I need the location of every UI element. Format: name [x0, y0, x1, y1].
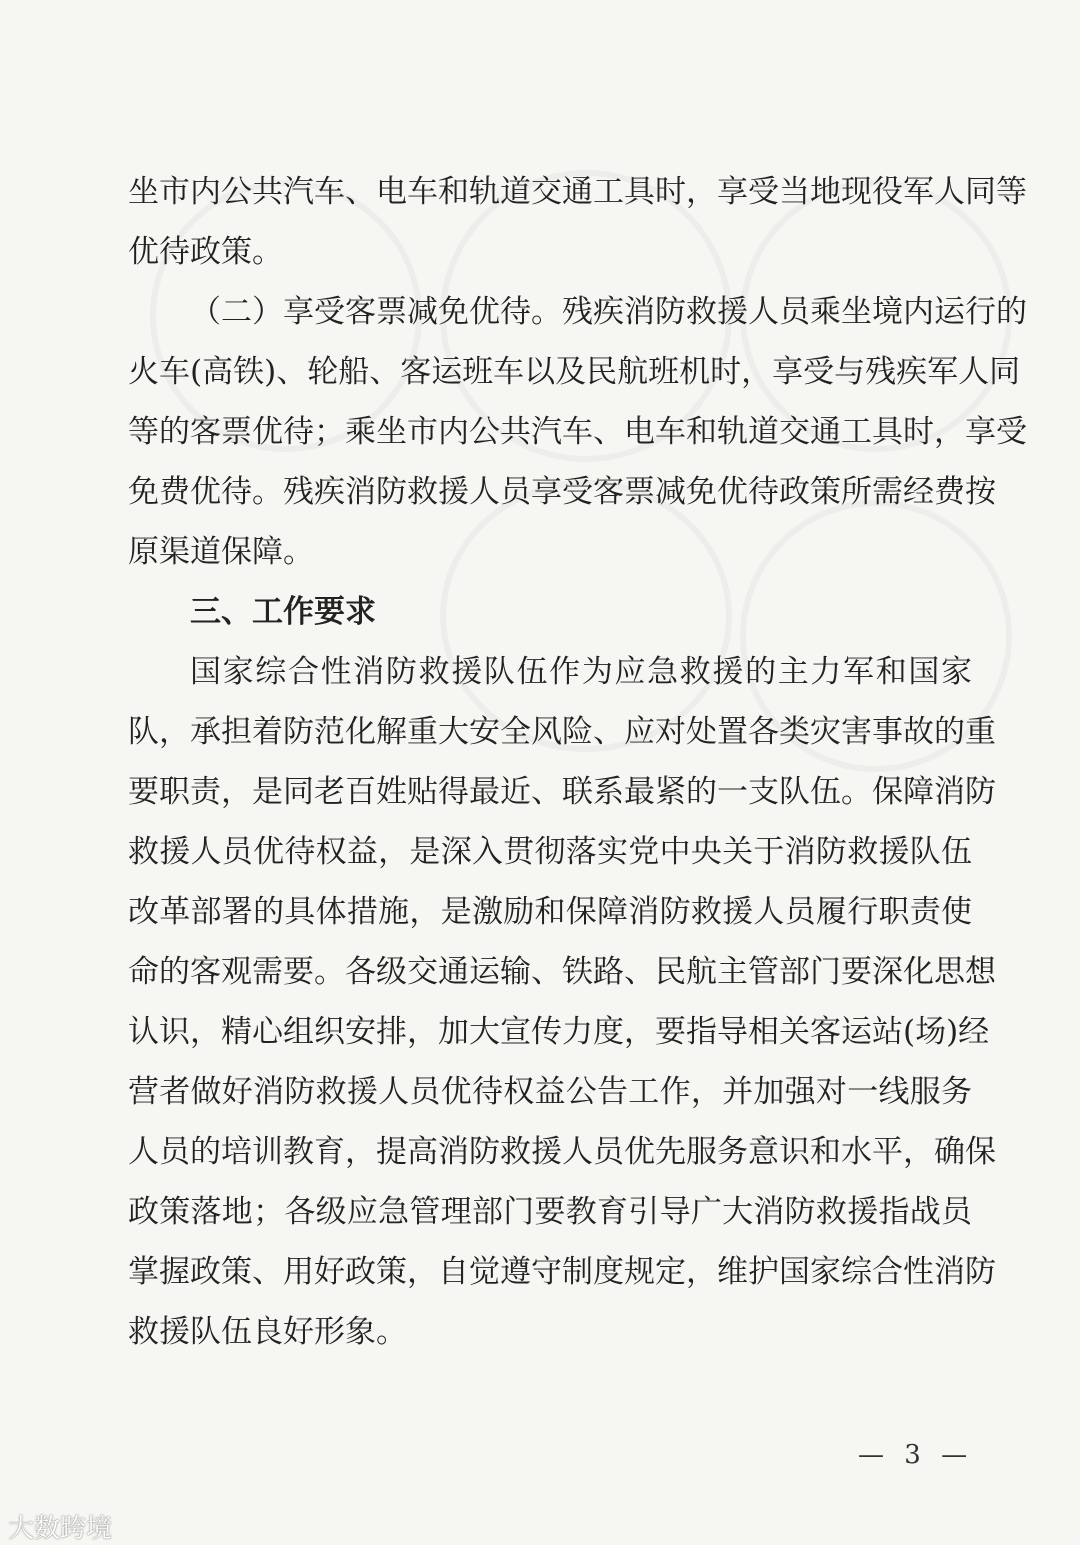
document-body [128, 162, 1027, 1362]
text-line: 要职责，是同老百姓贴得最近、联系最紧的一支队伍。保障消防 [128, 774, 996, 810]
text-line: 营者做好消防救援人员优待权益公告工作，并加强对一线服务 [128, 1074, 972, 1110]
text-line: 国家综合性消防救援队伍作为应急救援的主力军和国家 [190, 654, 972, 690]
text-line: 救援队伍良好形象。 [128, 1314, 407, 1350]
text-line: 人员的培训教育，提高消防救援人员优先服务意识和水平，确保 [128, 1134, 996, 1170]
text-line: 队，承担着防范化解重大安全风险、应对处置各类灾害事故的重 [128, 714, 996, 750]
text-line: 免费优待。残疾消防救援人员享受客票减免优待政策所需经费按 [128, 474, 996, 510]
section-heading: 三、工作要求 [190, 594, 376, 630]
text-line: 政策落地；各级应急管理部门要教育引导广大消防救援指战员 [128, 1194, 972, 1230]
text-line: 救援人员优待权益，是深入贯彻落实党中央关于消防救援队伍 [128, 834, 972, 870]
text-line: 优待政策。 [128, 234, 283, 270]
text-line: 火车(高铁)、轮船、客运班车以及民航班机时，享受与残疾军人同 [128, 354, 1021, 390]
text-line: 原渠道保障。 [128, 534, 314, 570]
text-line: 掌握政策、用好政策，自觉遵守制度规定，维护国家综合性消防 [128, 1254, 996, 1290]
text-line: 改革部署的具体措施，是激励和保障消防救援人员履行职责使 [128, 894, 972, 930]
text-line: 坐市内公共汽车、电车和轨道交通工具时，享受当地现役军人同等 [128, 174, 1027, 210]
page-number: — 3 — [858, 1440, 974, 1470]
text-line: （二）享受客票减免优待。残疾消防救援人员乘坐境内运行的 [190, 294, 1027, 330]
text-line: 命的客观需要。各级交通运输、铁路、民航主管部门要深化思想 [128, 954, 996, 990]
watermark-text: 大数跨境 [8, 1514, 113, 1544]
text-line: 认识，精心组织安排，加大宣传力度，要指导相关客运站(场)经 [128, 1014, 990, 1050]
watermark-logo [8, 1508, 112, 1545]
text-line: 等的客票优待；乘坐市内公共汽车、电车和轨道交通工具时，享受 [128, 414, 1027, 450]
